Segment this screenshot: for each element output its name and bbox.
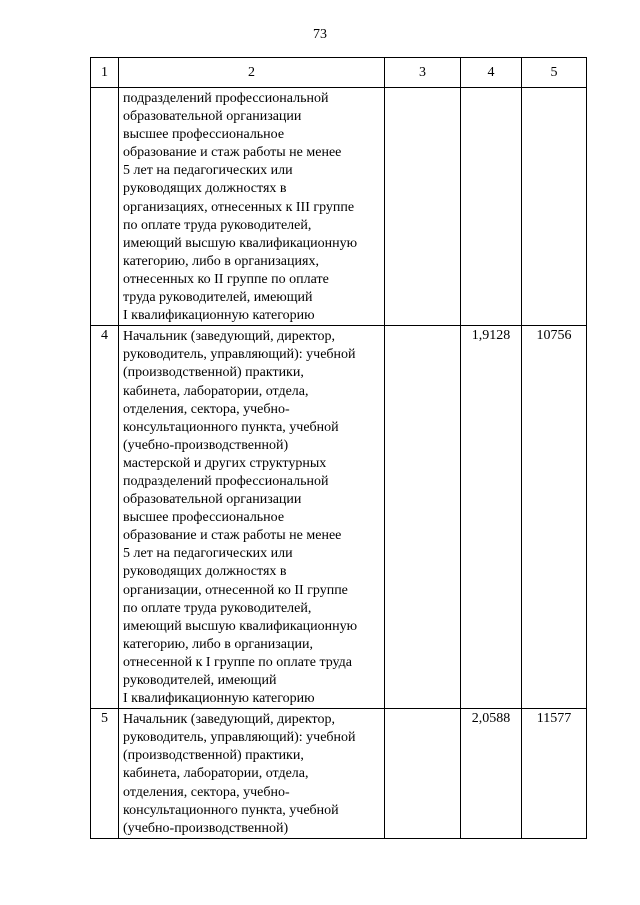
text-line: имеющий высшую квалификационную (123, 618, 358, 634)
header-cell: 5 (522, 58, 587, 88)
text-line: руководителей, имеющий (123, 673, 277, 688)
table-row (91, 326, 587, 709)
text-line: подразделений профессиональной (123, 91, 329, 106)
table-row (91, 709, 587, 839)
header-cell: 2 (119, 58, 385, 88)
text-line: руководящих должностях в (123, 181, 287, 197)
col3-value (385, 709, 461, 839)
text-line: по оплате труда руководителей, (123, 217, 312, 233)
col3-value (385, 326, 461, 709)
position-description (119, 709, 385, 839)
text-line: мастерской и других структурных (123, 455, 327, 471)
text-line: 5 лет на педагогических или (123, 163, 293, 179)
row-number (91, 88, 119, 326)
text-line: отнесенных ко II группе по оплате (123, 271, 329, 287)
page-number: 73 (313, 27, 327, 42)
text-line: высшее профессиональное (123, 510, 285, 526)
text-line: организациях, отнесенных к III группе (123, 199, 355, 215)
text-line: I квалификационную категорию (123, 691, 315, 707)
header-cell: 4 (461, 58, 522, 88)
text-line: образование и стаж работы не менее (123, 528, 342, 544)
header-cell: 3 (385, 58, 461, 88)
text-line: кабинета, лаборатории, отдела, (123, 766, 309, 782)
text-line: руководящих должностях в (123, 564, 287, 580)
text-line: отделения, сектора, учебно- (123, 784, 290, 800)
position-description (119, 88, 385, 326)
text-line: категорию, либо в организации, (123, 636, 313, 652)
text-line: Начальник (заведующий, директор, (123, 329, 335, 345)
text-line: Начальник (заведующий, директор, (123, 712, 335, 728)
coefficient-value: 2,0588 (461, 709, 522, 839)
text-line: подразделений профессиональной (123, 473, 329, 489)
coefficient-value (461, 88, 522, 326)
text-line: труда руководителей, имеющий (123, 290, 313, 306)
text-line: (производственной) практики, (123, 748, 304, 764)
text-line: руководитель, управляющий): учебной (123, 347, 356, 363)
text-line: консультационного пункта, учебной (123, 419, 339, 435)
position-description (119, 326, 385, 709)
text-line: (учебно-производственной) (123, 820, 289, 836)
text-line: (производственной) практики, (123, 365, 304, 381)
salary-table (90, 57, 587, 839)
text-line: по оплате труда руководителей, (123, 600, 312, 616)
row-number: 4 (91, 326, 119, 709)
text-line: отделения, сектора, учебно- (123, 401, 290, 417)
salary-value: 10756 (522, 326, 587, 709)
text-line: организации, отнесенной ко II группе (123, 582, 348, 598)
text-line: образование и стаж работы не менее (123, 145, 342, 161)
text-line: кабинета, лаборатории, отдела, (123, 383, 309, 399)
text-line: высшее профессиональное (123, 127, 285, 143)
text-line: категорию, либо в организациях, (123, 253, 319, 269)
salary-value: 11577 (522, 709, 587, 839)
text-line: 5 лет на педагогических или (123, 546, 293, 562)
text-line: консультационного пункта, учебной (123, 802, 339, 818)
col3-value (385, 88, 461, 326)
text-line: отнесенной к I группе по оплате труда (123, 654, 352, 670)
text-line: образовательной организации (123, 109, 302, 125)
text-line: руководитель, управляющий): учебной (123, 730, 356, 746)
text-line: имеющий высшую квалификационную (123, 235, 358, 251)
header-cell: 1 (91, 58, 119, 88)
coefficient-value: 1,9128 (461, 326, 522, 709)
row-number: 5 (91, 709, 119, 839)
salary-value (522, 88, 587, 326)
text-line: I квалификационную категорию (123, 308, 315, 324)
text-line: образовательной организации (123, 492, 302, 508)
table-row (91, 88, 587, 326)
text-line: (учебно-производственной) (123, 437, 289, 453)
table-header-row (91, 58, 587, 88)
